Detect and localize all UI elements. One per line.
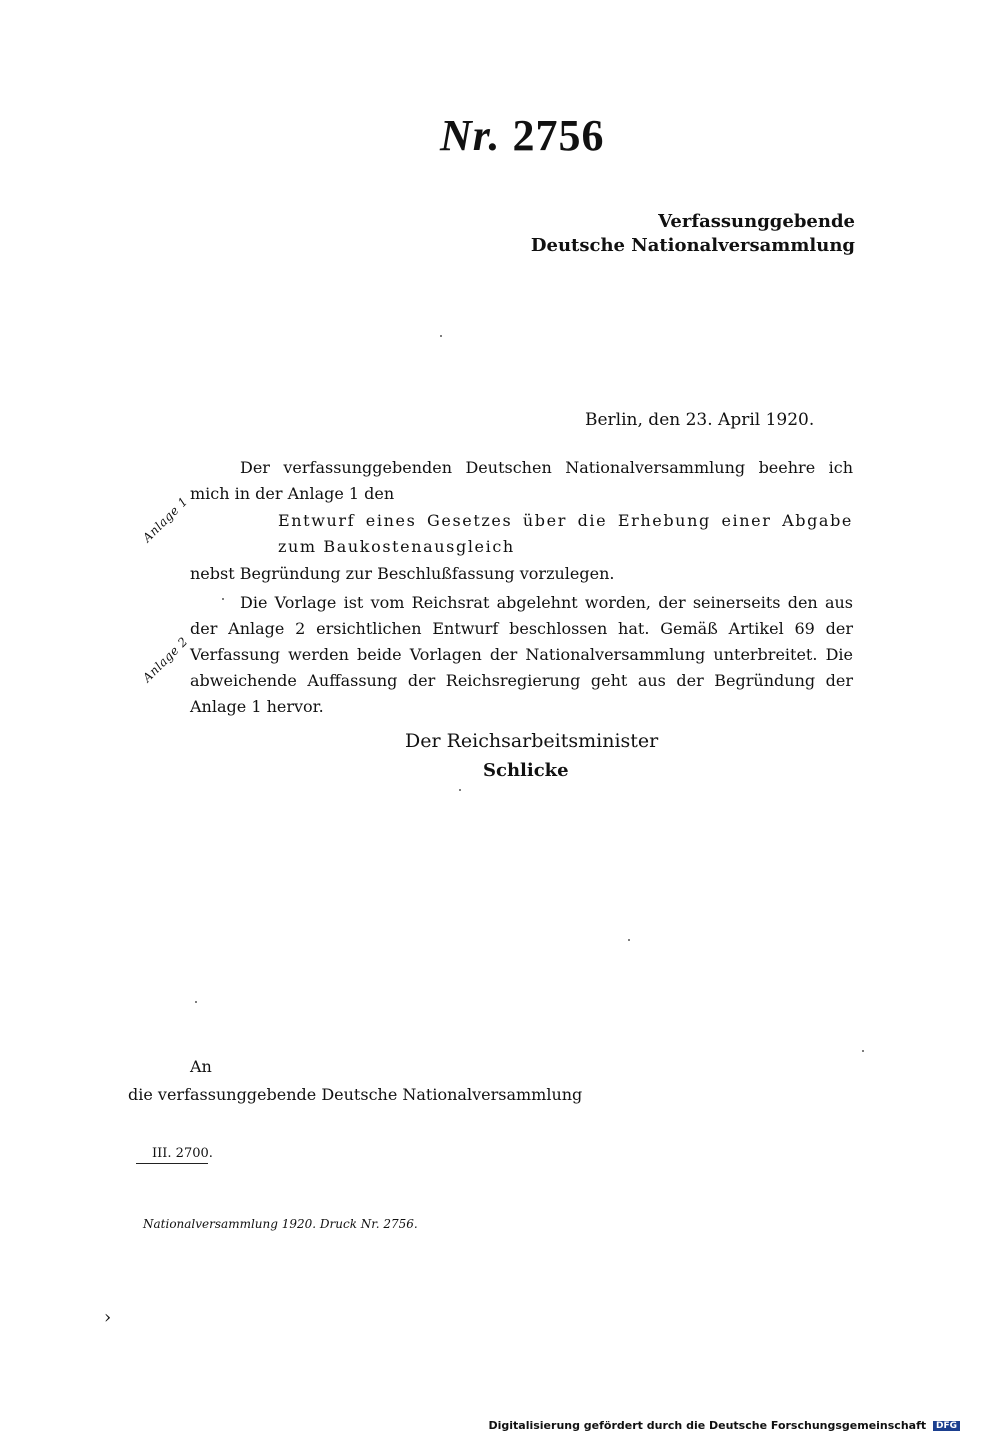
paragraph-vorlage: Die Vorlage ist vom Reichsrat abgelehnt worden, der seinerseits den aus der Anlage 2 ersichtlichen Entwurf beschlossen hat. Gemäß Artikel 69 der Verfassung werden beide Vorlagen der Nationalversammlung unterbreitet. Die abweichende Auffassung der Reichsregierung geht aus der Begründung der Anlage 1 hervor. xyxy=(190,593,853,716)
number-value: 2756 xyxy=(512,111,605,160)
reference-underline xyxy=(136,1163,208,1164)
paragraph-intro: Der verfassunggebenden Deutschen Nationalversammlung beehre ich mich in der Anlage 1 den xyxy=(190,458,853,503)
address-an: An xyxy=(190,1057,212,1076)
paper-speck xyxy=(195,1001,197,1003)
footer-print-info: Nationalversammlung 1920. Druck Nr. 2756. xyxy=(143,1217,418,1231)
margin-note-anlage-1: Anlage 1 xyxy=(140,494,191,545)
number-prefix: Nr. xyxy=(440,111,501,160)
entwurf-title: Entwurf eines Gesetzes über die Erhebung einer Abgabe zum Baukostenausgleich xyxy=(278,511,853,556)
paper-speck xyxy=(222,598,224,600)
credit-text: Digitalisierung gefördert durch die Deutsche Forschungsgemeinschaft xyxy=(488,1419,927,1432)
header-title xyxy=(531,210,855,258)
signature-role: Der Reichsarbeitsminister xyxy=(405,730,659,752)
header-line-1: Verfassunggebende xyxy=(658,211,855,232)
signature-name: Schlicke xyxy=(483,760,569,781)
paper-speck xyxy=(440,335,442,337)
dateline: Berlin, den 23. April 1920. xyxy=(585,410,815,430)
paper-speck xyxy=(862,1050,864,1052)
stray-mark: › xyxy=(104,1307,112,1328)
digitization-credit xyxy=(488,1419,960,1432)
address-recipient: die verfassunggebende Deutsche Nationalversammlung xyxy=(128,1085,583,1104)
dfg-logo: DFG xyxy=(933,1421,960,1431)
paper-speck xyxy=(628,939,630,941)
document-number xyxy=(440,110,604,161)
paragraph-begruendung: nebst Begründung zur Beschlußfassung vorzulegen. xyxy=(190,564,615,583)
margin-note-anlage-2: Anlage 2 xyxy=(140,634,191,685)
header-line-2: Deutsche Nationalversammlung xyxy=(530,235,855,256)
reference-number: III. 2700. xyxy=(152,1146,213,1161)
paper-speck xyxy=(459,789,461,791)
